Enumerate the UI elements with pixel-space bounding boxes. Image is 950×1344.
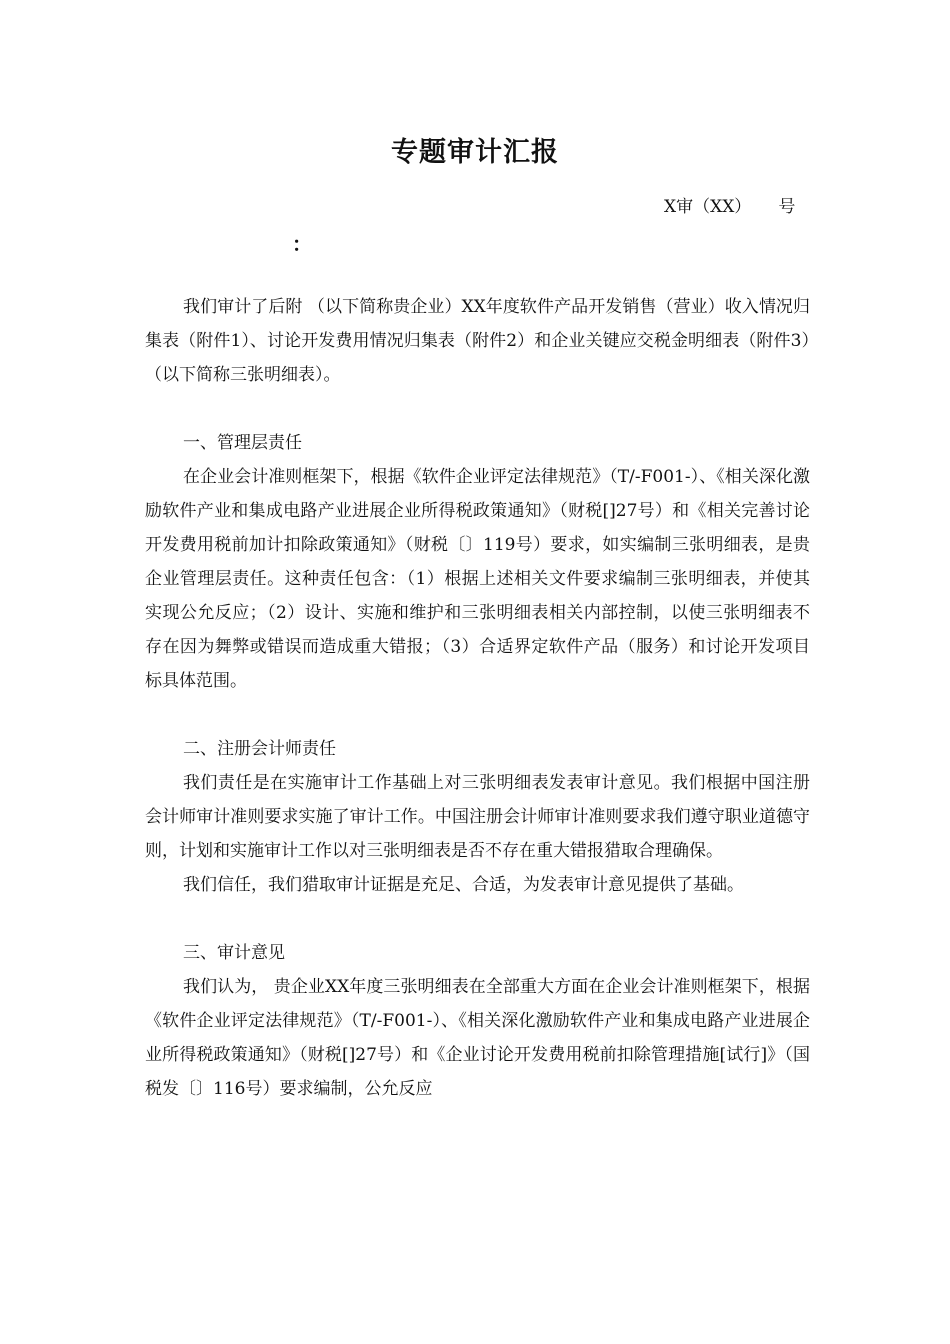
section-heading-opinion: 三、审计意见 [183, 943, 285, 963]
section-paragraph: 我们信任，我们猎取审计证据是充足、合适，为发表审计意见提供了基础。 [183, 875, 744, 895]
document-title: 专题审计汇报 [391, 137, 559, 168]
document-body [145, 290, 810, 1106]
section-heading-auditor: 二、注册会计师责任 [183, 739, 336, 759]
addressee: ： [292, 232, 312, 256]
document-number: X审（XX） 号 [664, 197, 796, 217]
section-paragraph: 我们责任是在实施审计工作基础上对三张明细表发表审计意见。我们根据中国注册会计师审计准则要求实施了审计工作。中国注册会计师审计准则要求我们遵守职业道德守则，计划和实施审计工作以对三张明细表是否不存在重大错报猎取合理确保。 [145, 773, 810, 861]
section-paragraph: 我们认为， 贵企业XX年度三张明细表在全部重大方面在企业会计准则框架下，根据《软件企业评定法律规范》（T/-F001-）、《相关深化激励软件产业和集成电路产业进展企业所得税政策通知》（财税[]27号）和《企业讨论开发费用税前扣除管理措施[试行]》（国税发〔〕116号）要求编制，公允反应 [145, 977, 810, 1099]
section-paragraph: 在企业会计准则框架下，根据《软件企业评定法律规范》（T/-F001-）、《相关深化激励软件产业和集成电路产业进展企业所得税政策通知》（财税[]27号）和《相关完善讨论开发费用税前加计扣除政策通知》（财税〔〕119号）要求，如实编制三张明细表，是贵企业管理层责任。这种责任包含：（1）根据上述相关文件要求编制三张明细表，并使其实现公允反应；（2）设计、实施和维护和三张明细表相关内部控制，以使三张明细表不存在因为舞弊或错误而造成重大错报；（3）合适界定软件产品（服务）和讨论开发项目标具体范围。 [145, 467, 810, 691]
section-heading-management: 一、管理层责任 [183, 433, 302, 453]
intro-paragraph: 我们审计了后附 （以下简称贵企业）XX年度软件产品开发销售（营业）收入情况归集表（附件1）、讨论开发费用情况归集表（附件2）和企业关键应交税金明细表（附件3）（以下简称三张明细表）。 [145, 297, 810, 385]
